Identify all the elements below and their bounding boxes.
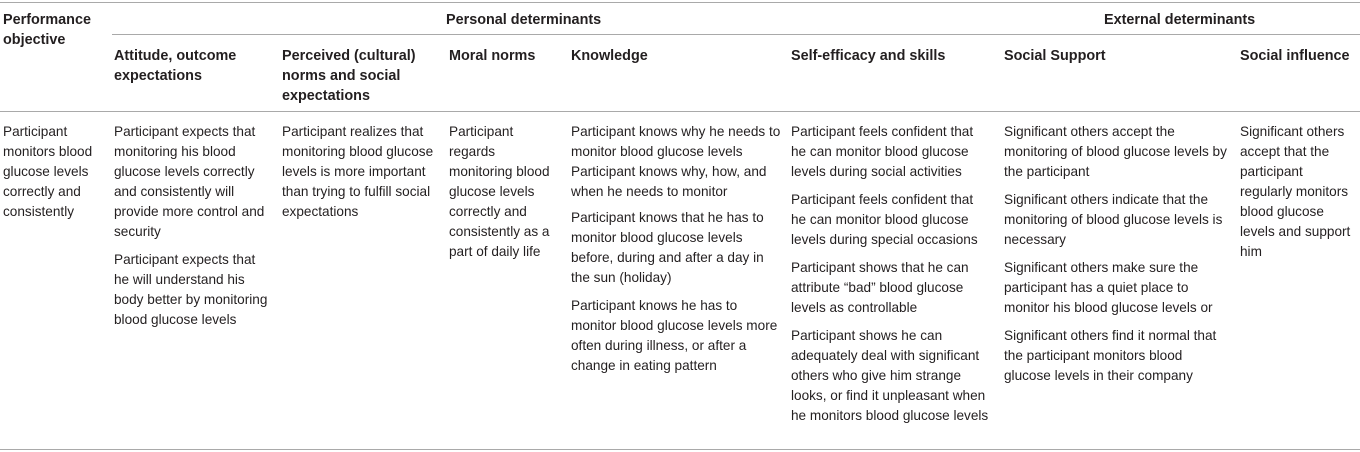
list-item: Participant realizes that monitoring blood glucose levels is more important than trying to fulfill social expectations — [282, 124, 434, 219]
cell-social-support — [1004, 122, 1229, 386]
list-item: Participant feels confident that he can monitor blood glucose levels during social activities — [791, 124, 974, 179]
list-item: Participant regards monitoring blood glucose levels correctly and consistently as a part of daily life — [449, 124, 550, 259]
list-item: Participant knows that he has to monitor blood glucose levels before, during and after a day in the sun (holiday) — [571, 210, 764, 285]
cell-moral — [449, 122, 557, 262]
cell-norms — [282, 122, 438, 222]
list-item: Significant others find it normal that the participant monitors blood glucose levels in their company — [1004, 328, 1217, 383]
header-col-knowledge: Knowledge — [571, 48, 648, 64]
header-personal-determinants: Personal determinants — [446, 12, 602, 28]
header-external-determinants: External determinants — [1104, 12, 1256, 28]
list-item: Participant knows he has to monitor blood glucose levels more often during illness, or after a change in eating pattern — [571, 298, 778, 373]
list-item: Participant feels confident that he can monitor blood glucose levels during special occasions — [791, 192, 978, 247]
cell-attitude — [114, 122, 274, 330]
header-performance-objective: Performance objective — [3, 12, 91, 48]
header-col-social-support: Social Support — [1004, 48, 1106, 64]
cell-knowledge — [571, 122, 781, 376]
list-item: Participant shows that he can attribute “bad” blood glucose levels as controllable — [791, 260, 969, 315]
list-item: Significant others accept that the participant regularly monitors blood glucose levels and support him — [1240, 124, 1351, 259]
table-top-rule — [0, 2, 1360, 3]
header-bottom-rule — [0, 111, 1360, 112]
list-item: Significant others indicate that the monitoring of blood glucose levels is necessary — [1004, 192, 1223, 247]
header-col-moral: Moral norms — [449, 48, 536, 64]
header-col-self-efficacy: Self-efficacy and skills — [791, 48, 946, 64]
list-item: Significant others make sure the participant has a quiet place to monitor his blood glucose levels or — [1004, 260, 1213, 315]
list-item: Participant knows why, how, and when he needs to monitor — [571, 164, 767, 199]
group-header-rule — [112, 34, 1360, 35]
table-bottom-rule — [0, 449, 1360, 450]
list-item: Participant expects that monitoring his blood glucose levels correctly and consistently will provide more control and security — [114, 124, 265, 239]
header-col-norms: Perceived (cultural) norms and social expectations — [282, 48, 416, 104]
list-item: Significant others accept the monitoring of blood glucose levels by the participant — [1004, 124, 1227, 179]
cell-self-efficacy — [791, 122, 991, 426]
cell-social-influence — [1240, 122, 1352, 262]
cell-objective: Participant monitors blood glucose levels correctly and consistently — [3, 124, 93, 219]
list-item: Participant knows why he needs to monitor blood glucose levels — [571, 124, 781, 159]
list-item: Participant expects that he will understand his body better by monitoring blood glucose levels — [114, 252, 268, 327]
header-col-attitude: Attitude, outcome expectations — [114, 48, 237, 84]
list-item: Participant shows he can adequately deal with significant others who give him strange looks, or find it unpleasant when he monitors blood glucose levels — [791, 328, 989, 423]
header-col-social-influence: Social influence — [1240, 48, 1350, 64]
